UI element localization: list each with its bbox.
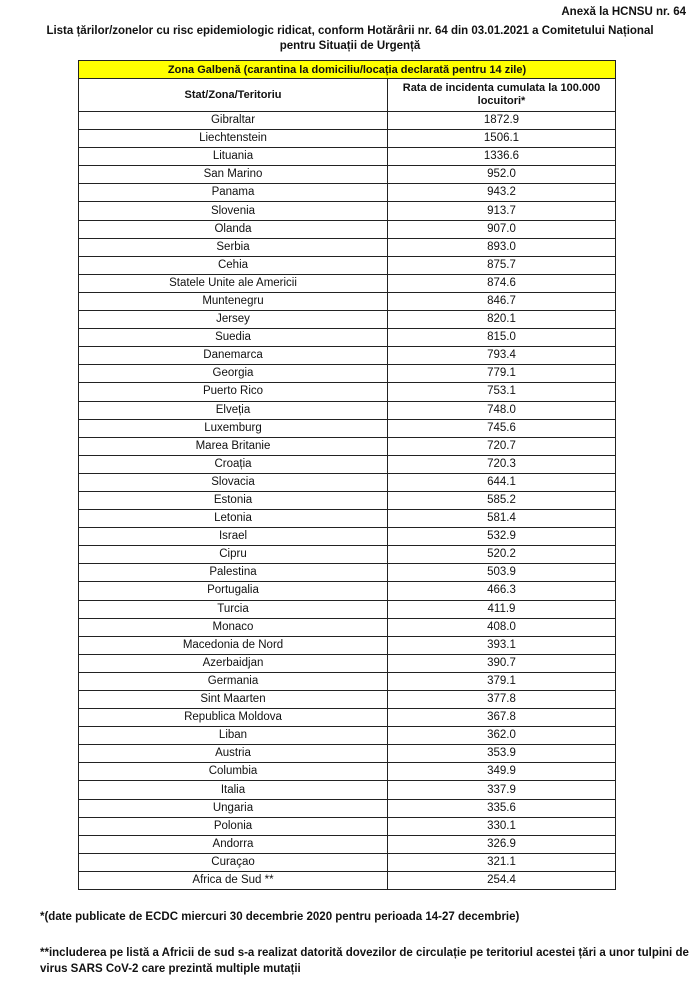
table-row	[79, 691, 616, 709]
rate-cell: 326.9	[388, 835, 616, 853]
table-row	[79, 365, 616, 383]
rate-cell: 411.9	[388, 600, 616, 618]
country-cell: Monaco	[79, 618, 388, 636]
rate-cell: 362.0	[388, 727, 616, 745]
rate-cell: 913.7	[388, 202, 616, 220]
country-cell: Muntenegru	[79, 292, 388, 310]
country-cell: Portugalia	[79, 582, 388, 600]
table-row	[79, 491, 616, 509]
table-row	[79, 419, 616, 437]
country-cell: Cipru	[79, 546, 388, 564]
country-cell: Africa de Sud **	[79, 871, 388, 889]
table-row	[79, 292, 616, 310]
table-row	[79, 835, 616, 853]
table-row	[79, 763, 616, 781]
column-header-country: Stat/Zona/Teritoriu	[79, 79, 388, 112]
table-row	[79, 473, 616, 491]
country-cell: Statele Unite ale Americii	[79, 274, 388, 292]
table-row	[79, 383, 616, 401]
column-header-row	[79, 79, 616, 112]
country-cell: Curaçao	[79, 853, 388, 871]
risk-countries-table	[78, 60, 616, 890]
rate-cell: 952.0	[388, 166, 616, 184]
rate-cell: 393.1	[388, 636, 616, 654]
rate-cell: 943.2	[388, 184, 616, 202]
table-row	[79, 781, 616, 799]
country-cell: Marea Britanie	[79, 437, 388, 455]
zone-title: Zona Galbenă (carantina la domiciliu/locația declarată pentru 14 zile)	[79, 61, 616, 79]
zone-header-row	[79, 61, 616, 79]
table-row	[79, 256, 616, 274]
rate-cell: 1872.9	[388, 112, 616, 130]
table-row	[79, 582, 616, 600]
country-cell: Elveția	[79, 401, 388, 419]
country-cell: Slovenia	[79, 202, 388, 220]
rate-cell: 748.0	[388, 401, 616, 419]
country-cell: Georgia	[79, 365, 388, 383]
country-cell: Luxemburg	[79, 419, 388, 437]
table-row	[79, 853, 616, 871]
document-heading	[20, 24, 680, 54]
country-cell: San Marino	[79, 166, 388, 184]
rate-cell: 753.1	[388, 383, 616, 401]
rate-cell: 720.3	[388, 455, 616, 473]
country-cell: Liechtenstein	[79, 130, 388, 148]
country-cell: Gibraltar	[79, 112, 388, 130]
table-row	[79, 166, 616, 184]
country-cell: Italia	[79, 781, 388, 799]
table-row	[79, 636, 616, 654]
rate-cell: 377.8	[388, 691, 616, 709]
rate-cell: 254.4	[388, 871, 616, 889]
country-cell: Palestina	[79, 564, 388, 582]
heading-line-2: pentru Situații de Urgență	[279, 40, 421, 52]
table-row	[79, 455, 616, 473]
table-body	[79, 112, 616, 890]
rate-cell: 644.1	[388, 473, 616, 491]
country-cell: Polonia	[79, 817, 388, 835]
footnote-south-africa: **includerea pe listă a Africii de sud s-a realizat datorită dovezilor de circulație pe teritoriul acestei țări a unor tulpini de virus SARS CoV-2 care prezintă multiple mutații	[40, 947, 689, 975]
table-row	[79, 709, 616, 727]
rate-cell: 520.2	[388, 546, 616, 564]
country-cell: Israel	[79, 528, 388, 546]
annex-label: Anexă la HCNSU nr. 64	[561, 6, 686, 18]
table-row	[79, 528, 616, 546]
country-cell: Liban	[79, 727, 388, 745]
country-cell: Serbia	[79, 238, 388, 256]
rate-cell: 408.0	[388, 618, 616, 636]
rate-cell: 779.1	[388, 365, 616, 383]
rate-cell: 815.0	[388, 329, 616, 347]
country-cell: Suedia	[79, 329, 388, 347]
rate-cell: 367.8	[388, 709, 616, 727]
country-cell: Andorra	[79, 835, 388, 853]
table-row	[79, 148, 616, 166]
rate-cell: 846.7	[388, 292, 616, 310]
table-row	[79, 437, 616, 455]
country-cell: Turcia	[79, 600, 388, 618]
rate-cell: 379.1	[388, 672, 616, 690]
rate-cell: 503.9	[388, 564, 616, 582]
table-row	[79, 202, 616, 220]
country-cell: Estonia	[79, 491, 388, 509]
rate-cell: 1506.1	[388, 130, 616, 148]
rate-cell: 390.7	[388, 654, 616, 672]
table-row	[79, 347, 616, 365]
rate-cell: 720.7	[388, 437, 616, 455]
country-cell: Croația	[79, 455, 388, 473]
table-row	[79, 672, 616, 690]
footnote-ecdc: *(date publicate de ECDC miercuri 30 decembrie 2020 pentru perioada 14-27 decembrie)	[40, 911, 520, 923]
table-row	[79, 745, 616, 763]
country-cell: Panama	[79, 184, 388, 202]
rate-cell: 532.9	[388, 528, 616, 546]
country-cell: Danemarca	[79, 347, 388, 365]
rate-cell: 1336.6	[388, 148, 616, 166]
rate-cell: 875.7	[388, 256, 616, 274]
table-row	[79, 564, 616, 582]
country-cell: Sint Maarten	[79, 691, 388, 709]
table-row	[79, 600, 616, 618]
country-cell: Cehia	[79, 256, 388, 274]
country-cell: Ungaria	[79, 799, 388, 817]
table-row	[79, 654, 616, 672]
rate-cell: 321.1	[388, 853, 616, 871]
rate-cell: 353.9	[388, 745, 616, 763]
country-cell: Olanda	[79, 220, 388, 238]
rate-cell: 874.6	[388, 274, 616, 292]
heading-line-1: Lista țărilor/zonelor cu risc epidemiologic ridicat, conform Hotărârii nr. 64 din 03.01.2021 a Comitetului Național	[46, 25, 654, 37]
country-cell: Puerto Rico	[79, 383, 388, 401]
rate-cell: 745.6	[388, 419, 616, 437]
country-cell: Columbia	[79, 763, 388, 781]
country-cell: Republica Moldova	[79, 709, 388, 727]
rate-cell: 337.9	[388, 781, 616, 799]
table-row	[79, 220, 616, 238]
country-cell: Austria	[79, 745, 388, 763]
table-row	[79, 274, 616, 292]
rate-cell: 335.6	[388, 799, 616, 817]
table-row	[79, 510, 616, 528]
country-cell: Letonia	[79, 510, 388, 528]
table-row	[79, 329, 616, 347]
rate-cell: 466.3	[388, 582, 616, 600]
rate-cell: 893.0	[388, 238, 616, 256]
column-header-rate: Rata de incidenta cumulata la 100.000 locuitori*	[388, 79, 616, 112]
table-row	[79, 871, 616, 889]
rate-cell: 581.4	[388, 510, 616, 528]
table-row	[79, 727, 616, 745]
rate-cell: 585.2	[388, 491, 616, 509]
table-row	[79, 112, 616, 130]
rate-cell: 820.1	[388, 311, 616, 329]
table-row	[79, 401, 616, 419]
table-row	[79, 184, 616, 202]
country-cell: Lituania	[79, 148, 388, 166]
rate-cell: 349.9	[388, 763, 616, 781]
table-row	[79, 546, 616, 564]
country-cell: Azerbaidjan	[79, 654, 388, 672]
rate-cell: 793.4	[388, 347, 616, 365]
table-row	[79, 799, 616, 817]
rate-cell: 907.0	[388, 220, 616, 238]
table-row	[79, 130, 616, 148]
table-row	[79, 618, 616, 636]
country-cell: Germania	[79, 672, 388, 690]
country-cell: Macedonia de Nord	[79, 636, 388, 654]
country-cell: Slovacia	[79, 473, 388, 491]
table-row	[79, 311, 616, 329]
table-row	[79, 238, 616, 256]
country-cell: Jersey	[79, 311, 388, 329]
rate-cell: 330.1	[388, 817, 616, 835]
table-row	[79, 817, 616, 835]
